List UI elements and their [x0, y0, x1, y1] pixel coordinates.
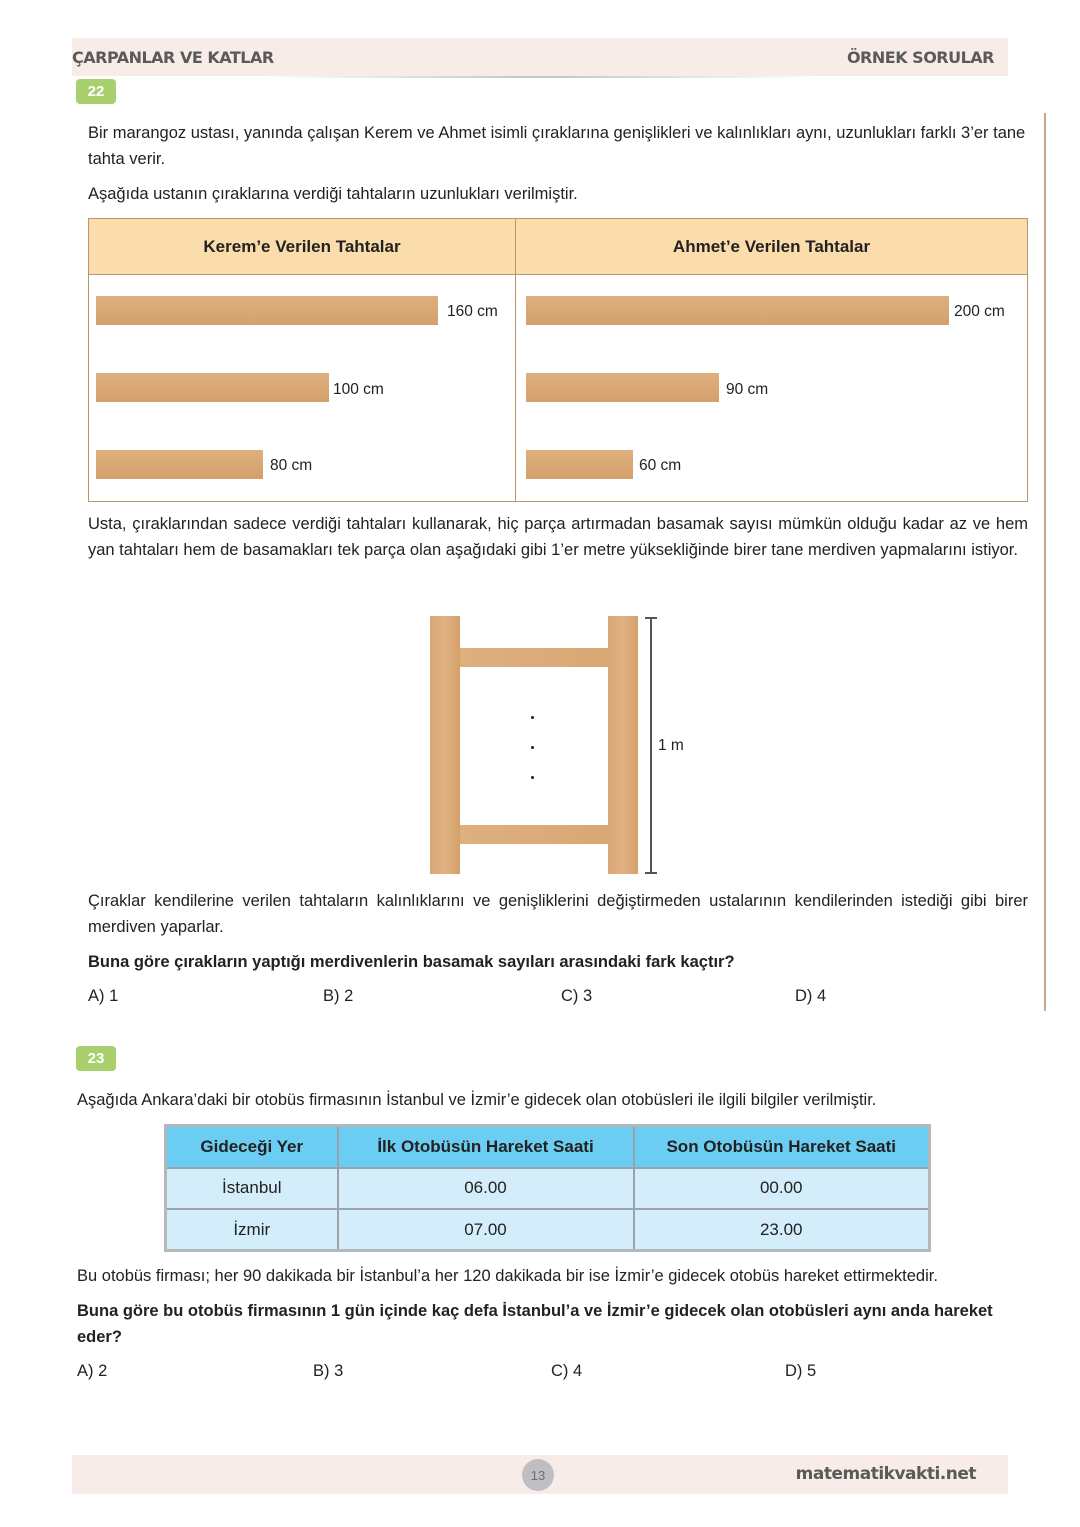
option-d[interactable]: D) 5 — [785, 1362, 817, 1380]
height-dimension-line — [650, 617, 652, 873]
board-label: 90 cm — [726, 381, 769, 398]
chapter-title: ÇARPANLAR VE KATLAR — [72, 47, 274, 67]
ladder-right-rail — [608, 616, 638, 874]
q22-instructions: Usta, çıraklarından sadece verdiği tahtaları kullanarak, hiç parça artırmadan basamak sayısı mümkün olduğu kadar az ve hem yan tahtaları hem de basamakları tek parça olan aşağıdaki gibi 1’er metre yüksekliğinde birer tane merdiven yapmalarını istiyor. — [88, 515, 1028, 559]
board-label: 100 cm — [333, 381, 384, 398]
board-label: 200 cm — [954, 303, 1005, 320]
ellipsis-dot — [531, 716, 534, 719]
boards-table — [88, 218, 1028, 502]
ladder-left-rail — [430, 616, 460, 874]
ellipsis-dot — [531, 776, 534, 779]
site-name: matematikvakti.net — [795, 1464, 976, 1484]
col-last-departure: Son Otobüsün Hareket Saati — [634, 1126, 930, 1168]
question-number-badge: 22 — [76, 79, 116, 104]
q22-body-2: Çıraklar kendilerine verilen tahtaların kalınlıklarını ve genişliklerini değiştirmeden ustalarının kendilerinden istediği gibi birer merdiven yaparlar. — [88, 892, 1028, 936]
kerem-header: Kerem’e Verilen Tahtalar — [89, 219, 516, 275]
col-first-departure: İlk Otobüsün Hareket Saati — [338, 1126, 634, 1168]
board-ahmet-200 — [526, 296, 949, 325]
ladder-diagram — [430, 616, 690, 876]
section-title: ÖRNEK SORULAR — [846, 47, 994, 67]
q22-intro: Bir marangoz ustası, yanında çalışan Kerem ve Ahmet isimli çıraklarına genişlikleri ve kalınlıkları aynı, uzunlukları farklı 3’er tane tahta verir. — [88, 124, 1026, 168]
page-header — [72, 38, 1008, 76]
board-label: 60 cm — [639, 457, 682, 474]
board-kerem-80 — [96, 450, 263, 479]
page-number-badge: 13 — [522, 1459, 554, 1491]
board-ahmet-90 — [526, 373, 719, 402]
table-header-row — [166, 1126, 930, 1168]
kerem-boards — [89, 275, 516, 501]
margin-rule — [1044, 113, 1046, 1011]
bus-schedule-table — [164, 1124, 931, 1252]
option-b[interactable]: B) 3 — [313, 1362, 344, 1380]
cell-first-departure: 06.00 — [338, 1168, 634, 1210]
cell-destination: İzmir — [166, 1209, 338, 1251]
q22-prompt: Buna göre çırakların yaptığı merdivenlerin basamak sayıları arasındaki fark kaçtır? — [88, 953, 735, 971]
option-a[interactable]: A) 2 — [77, 1362, 108, 1380]
table-row — [166, 1168, 930, 1210]
ladder-top-rung — [460, 648, 608, 667]
question-number-badge: 23 — [76, 1046, 116, 1071]
board-kerem-160 — [96, 296, 438, 325]
ladder-bottom-rung — [460, 825, 608, 844]
q23-prompt: Buna göre bu otobüs firmasının 1 gün içinde kaç defa İstanbul’a ve İzmir’e gidecek olan otobüsleri aynı anda hareket eder? — [77, 1302, 993, 1346]
cell-last-departure: 00.00 — [634, 1168, 930, 1210]
option-d[interactable]: D) 4 — [795, 987, 827, 1005]
q23-intro: Aşağıda Ankara’daki bir otobüs firmasının İstanbul ve İzmir’e gidecek olan otobüsleri ile ilgili bilgiler verilmiştir. — [77, 1091, 877, 1109]
cell-destination: İstanbul — [166, 1168, 338, 1210]
ellipsis-dot — [531, 746, 534, 749]
cell-last-departure: 23.00 — [634, 1209, 930, 1251]
option-a[interactable]: A) 1 — [88, 987, 119, 1005]
table-row — [166, 1209, 930, 1251]
q23-body: Bu otobüs firması; her 90 dakikada bir İstanbul’a her 120 dakikada bir ise İzmir’e gidecek otobüs hareket ettirmektedir. — [77, 1267, 938, 1285]
option-b[interactable]: B) 2 — [323, 987, 354, 1005]
board-kerem-100 — [96, 373, 329, 402]
header-divider — [260, 76, 820, 78]
option-c[interactable]: C) 4 — [551, 1362, 583, 1380]
board-label: 160 cm — [447, 303, 498, 320]
board-ahmet-60 — [526, 450, 633, 479]
q22-intro-2: Aşağıda ustanın çıraklarına verdiği tahtaların uzunlukları verilmiştir. — [88, 185, 578, 203]
ahmet-boards — [516, 275, 1027, 501]
ahmet-header: Ahmet’e Verilen Tahtalar — [516, 219, 1027, 275]
height-label: 1 m — [658, 737, 684, 754]
board-label: 80 cm — [270, 457, 313, 474]
cell-first-departure: 07.00 — [338, 1209, 634, 1251]
dimension-cap-bottom — [645, 872, 657, 874]
option-c[interactable]: C) 3 — [561, 987, 593, 1005]
dimension-cap-top — [645, 617, 657, 619]
col-destination: Gideceği Yer — [166, 1126, 338, 1168]
